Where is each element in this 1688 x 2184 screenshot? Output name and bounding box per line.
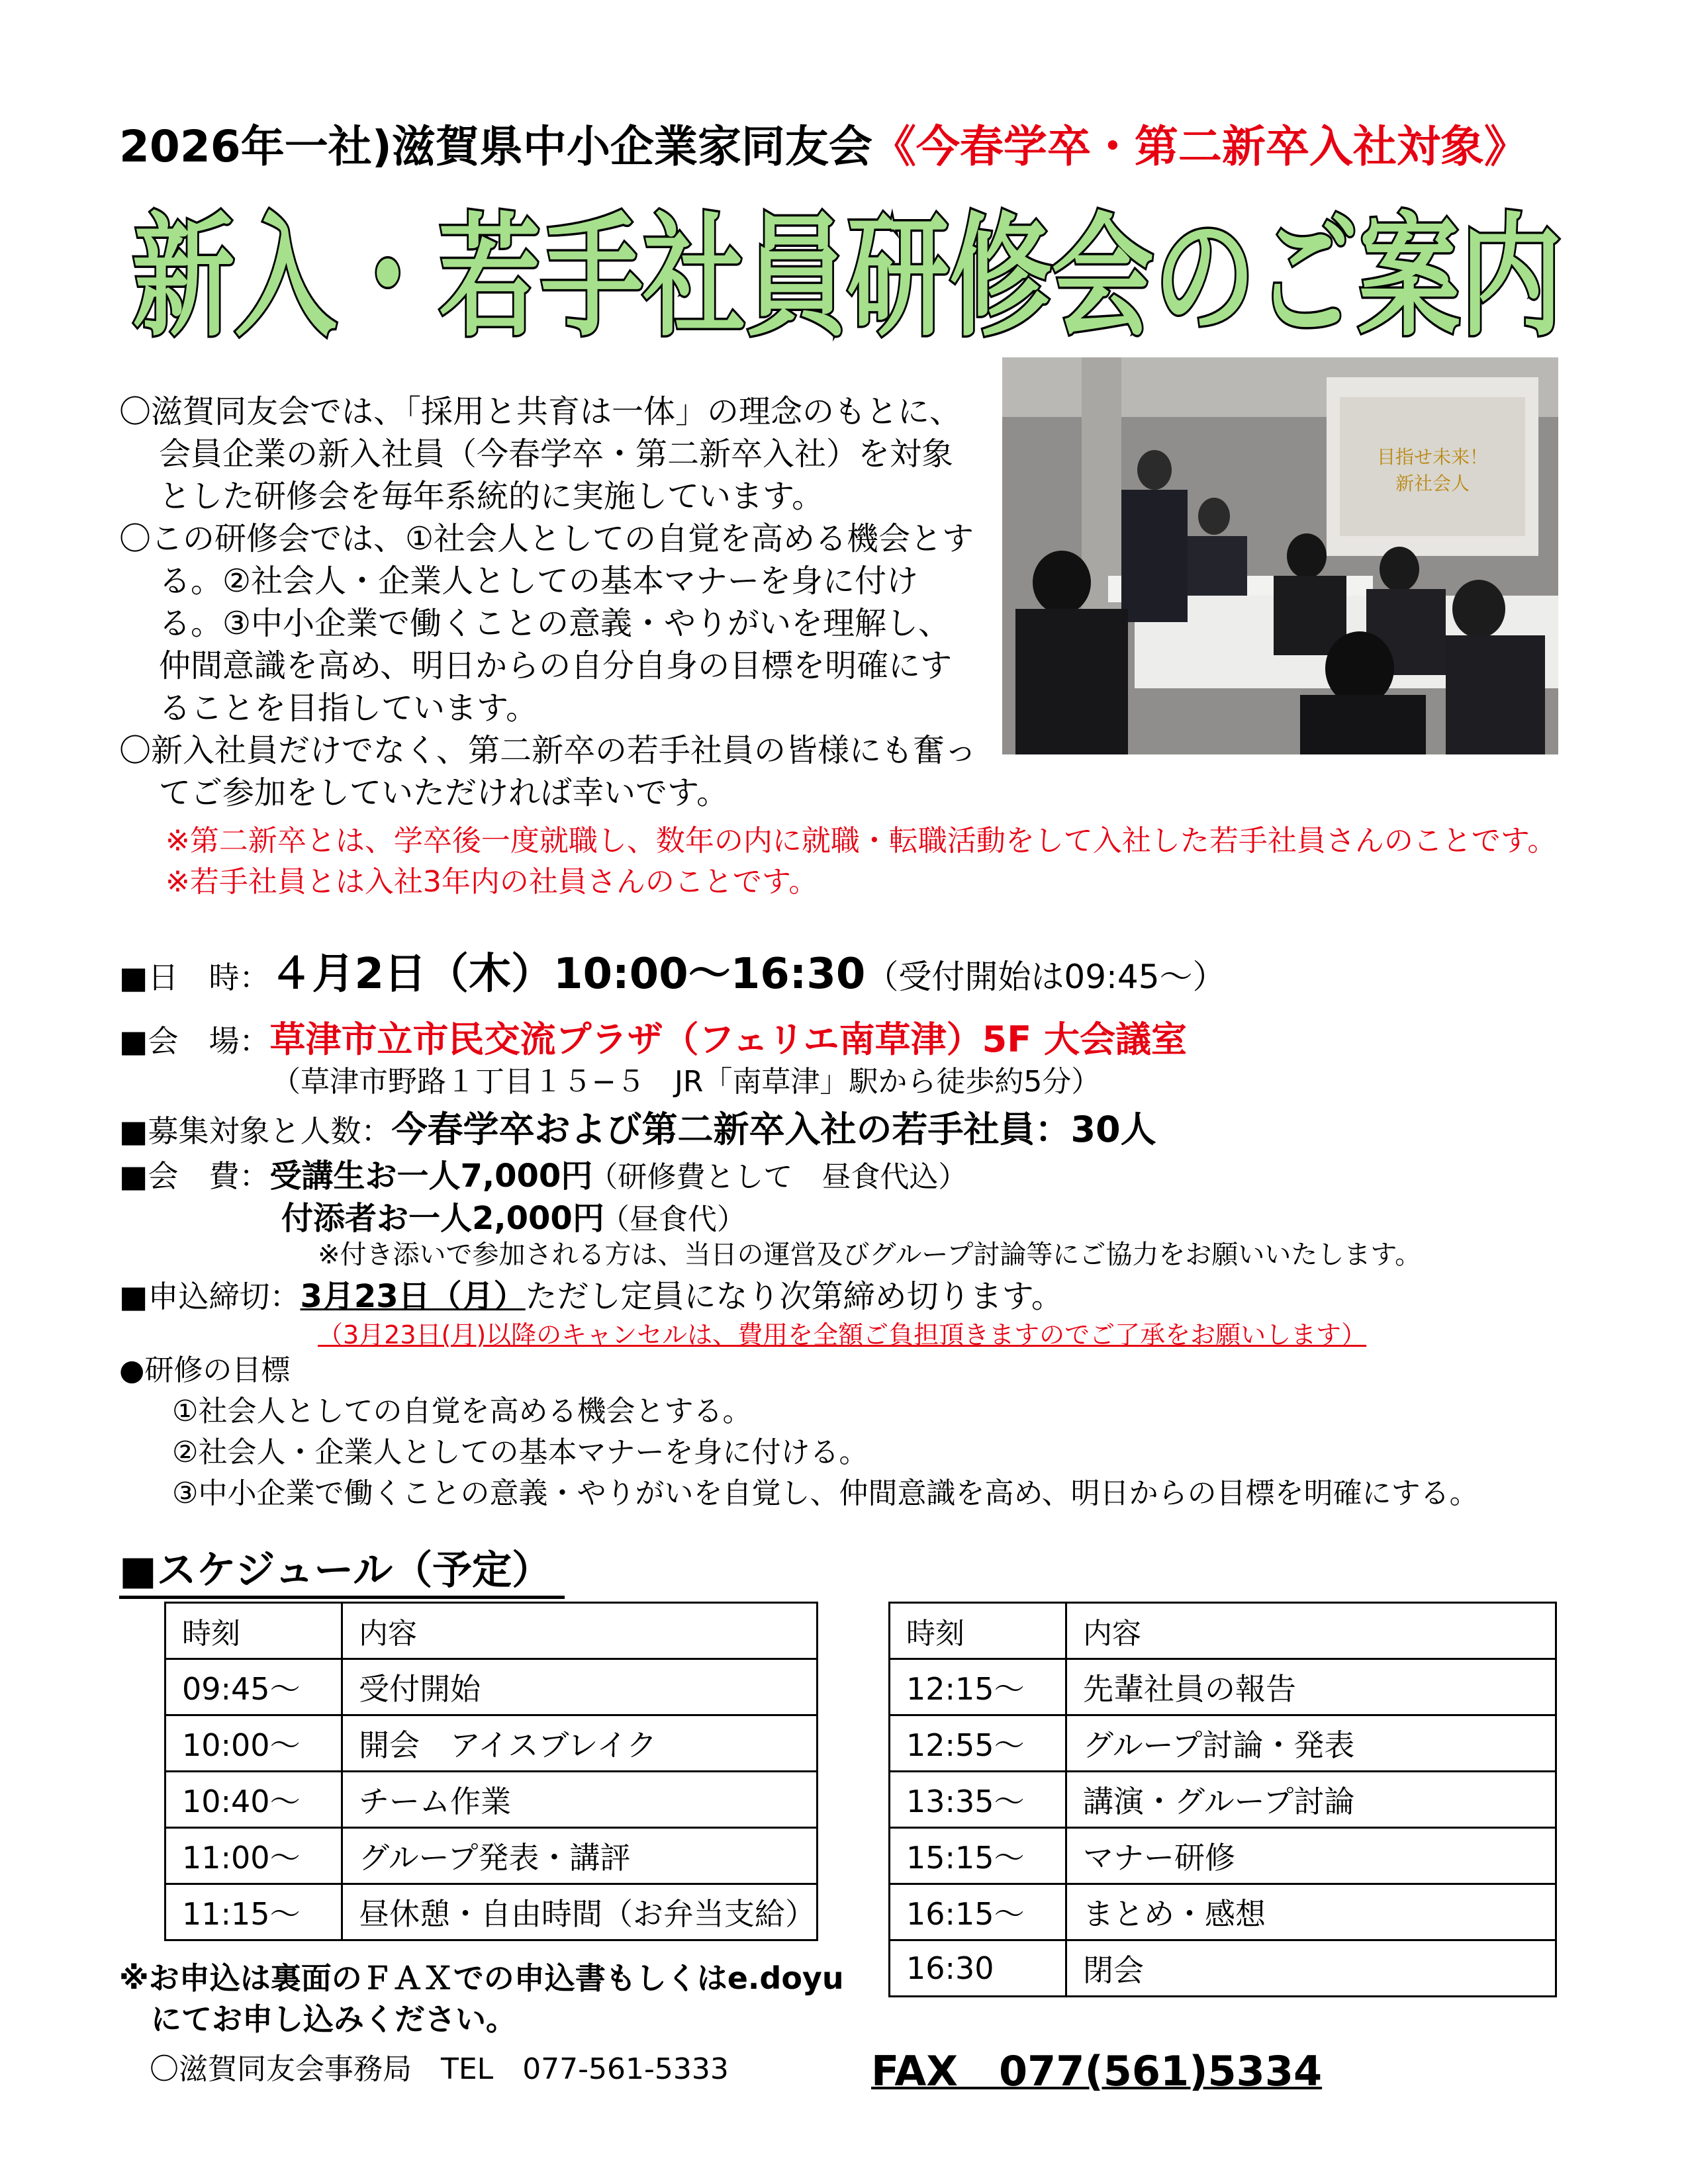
time-cell: 12:55～ xyxy=(890,1715,1066,1772)
fee-label: ■会 費： xyxy=(119,1158,270,1194)
time-cell: 12:15～ xyxy=(890,1659,1066,1715)
cancel-note: （3月23日(月)以降のキャンセルは、費用を全額ご負担頂きますのでご了承をお願いします） xyxy=(318,1320,1367,1349)
time-cell: 15:15～ xyxy=(890,1828,1066,1884)
table-row xyxy=(890,1659,1556,1715)
venue-value: 草津市立市民交流プラザ（フェリエ南草津）5F 大会議室 xyxy=(269,1019,1187,1060)
header-content: 内容 xyxy=(1066,1603,1556,1659)
content-cell: チーム作業 xyxy=(342,1772,818,1828)
table-row xyxy=(165,1715,818,1772)
event-info xyxy=(119,940,1575,1350)
content-cell: 開会 アイスブレイク xyxy=(342,1715,818,1772)
header-time: 時刻 xyxy=(890,1603,1066,1659)
content-cell: 閉会 xyxy=(1066,1940,1556,1997)
venue-address: （草津市野路１丁目１５−５ JR「南草津」駅から徒歩約5分） xyxy=(271,1065,1101,1099)
content-cell: 先輩社員の報告 xyxy=(1066,1659,1556,1715)
intro-paragraph: 〇滋賀同友会では、「採用と共育は一体」の理念のもとに、会員企業の新入社員（今春学卒・第二新卒入社）を対象とした研修会を毎年系統的に実施しています。 xyxy=(119,393,962,515)
target-value: 今春学卒および第二新卒入社の若手社員：30人 xyxy=(391,1109,1156,1150)
content-cell: グループ討論・発表 xyxy=(1066,1715,1556,1772)
time-cell: 10:00～ xyxy=(165,1715,342,1772)
fax-number: FAX 077(561)5334 xyxy=(871,2047,1323,2095)
content-cell: 昼休憩・自由時間（お弁当支給） xyxy=(342,1884,818,1940)
datetime-note: （受付開始は09:45～） xyxy=(865,958,1226,996)
time-cell: 10:40～ xyxy=(165,1772,342,1828)
content-cell: グループ発表・講評 xyxy=(342,1828,818,1884)
page-title xyxy=(126,201,1569,355)
definition-notes xyxy=(165,821,1556,903)
goal-item: ③中小企業で働くことの意義・やりがいを自覚し、仲間意識を高め、明日からの目標を明確にする。 xyxy=(172,1477,1479,1510)
intro-section xyxy=(119,390,980,814)
organizer-name: 2026年一社)滋賀県中小企業家同友会 xyxy=(119,121,872,172)
content-cell: 受付開始 xyxy=(342,1659,818,1715)
fee-attendant-row xyxy=(119,1193,1575,1237)
intro-paragraph: 〇新入社員だけでなく、第二新卒の若手社員の皆様にも奮ってご参加をしていただければ幸いです。 xyxy=(119,732,977,811)
table-header-row xyxy=(890,1603,1556,1659)
office-contact: 〇滋賀同友会事務局 TEL 077-561-5333 xyxy=(150,2052,729,2086)
seminar-photo xyxy=(1002,357,1558,754)
table-row xyxy=(890,1772,1556,1828)
application-line-2: にてお申し込みください。 xyxy=(151,2001,516,2037)
fee-trainee: 受講生お一人7,000円 xyxy=(269,1158,593,1195)
application-note xyxy=(119,1958,844,2040)
datetime-row xyxy=(119,940,1575,1011)
schedule-table-morning xyxy=(164,1602,818,1941)
goal-item: ②社会人・企業人としての基本マナーを身に付ける。 xyxy=(172,1435,868,1469)
application-line-1: ※お申込は裏面のＦＡＸでの申込書もしくはe.doyu xyxy=(119,1960,844,1996)
table-header-row xyxy=(165,1603,818,1659)
goals-heading: ●研修の目標 xyxy=(119,1353,291,1387)
fee-attendant: 付添者お一人2,000円 xyxy=(281,1200,604,1237)
intro-paragraph: 〇この研修会では、①社会人としての自覚を高める機会とする。②社会人・企業人としての基本マナーを身に付ける。③中小企業で働くことの意義・やりがいを理解し、仲間意識を高め、明日からの自分自身の目標を明確にすることを目指しています。 xyxy=(119,520,974,727)
table-row xyxy=(165,1828,818,1884)
schedule-table-afternoon xyxy=(888,1602,1557,1997)
datetime-label: ■日 時： xyxy=(119,960,270,995)
screen-text-2: 新社会人 xyxy=(1395,473,1470,494)
deadline-label: ■申込締切： xyxy=(119,1279,301,1314)
page-title-text: 新入・若手社員研修会のご案内 xyxy=(132,201,1562,355)
table-row xyxy=(890,1884,1556,1940)
note-second-graduate: ※第二新卒とは、学卒後一度就職し、数年の内に就職・転職活動をして入社した若手社員さんのことです。 xyxy=(165,824,1557,858)
fee-trainee-note: （研修費として 昼食代込） xyxy=(603,1160,968,1194)
note-young-employee: ※若手社員とは入社3年内の社員さんのことです。 xyxy=(165,865,818,899)
table-row xyxy=(165,1659,818,1715)
target-audience: 《今春学卒・第二新卒入社対象》 xyxy=(872,121,1528,172)
table-row xyxy=(890,1715,1556,1772)
time-cell: 11:15～ xyxy=(165,1884,342,1940)
datetime-value: ４月2日（木）10:00～16:30 xyxy=(269,950,866,999)
training-goals xyxy=(119,1350,1479,1514)
header-content: 内容 xyxy=(342,1603,818,1659)
deadline-row xyxy=(119,1271,1575,1314)
fee-remark: ※付き添いで参加される方は、当日の運営及びグループ討論等にご協力をお願いいたします。 xyxy=(318,1240,1422,1270)
fee-attendant-note: （昼食代） xyxy=(614,1203,746,1236)
deadline-text: ただし定員になり次第締め切ります。 xyxy=(525,1278,1063,1315)
time-cell: 13:35～ xyxy=(890,1772,1066,1828)
screen-text-1: 目指せ未来！ xyxy=(1376,446,1489,468)
table-row xyxy=(165,1772,818,1828)
target-row xyxy=(119,1101,1575,1150)
header-line xyxy=(119,111,1528,174)
time-cell: 09:45～ xyxy=(165,1659,342,1715)
content-cell: 講演・グループ討論 xyxy=(1066,1772,1556,1828)
venue-row xyxy=(119,1011,1575,1058)
table-row xyxy=(890,1940,1556,1997)
venue-label: ■会 場： xyxy=(119,1023,270,1059)
fee-row xyxy=(119,1150,1575,1193)
time-cell: 11:00～ xyxy=(165,1828,342,1884)
target-label: ■募集対象と人数： xyxy=(119,1113,392,1149)
time-cell: 16:30 xyxy=(890,1940,1066,1997)
schedule-title: ■スケジュール（予定） xyxy=(119,1539,565,1599)
goal-item: ①社会人としての自覚を高める機会とする。 xyxy=(172,1394,752,1428)
header-time: 時刻 xyxy=(165,1603,342,1659)
table-row xyxy=(890,1828,1556,1884)
table-row xyxy=(165,1884,818,1940)
content-cell: マナー研修 xyxy=(1066,1828,1556,1884)
content-cell: まとめ・感想 xyxy=(1066,1884,1556,1940)
deadline-value: 3月23日（月） xyxy=(300,1278,526,1315)
time-cell: 16:15～ xyxy=(890,1884,1066,1940)
